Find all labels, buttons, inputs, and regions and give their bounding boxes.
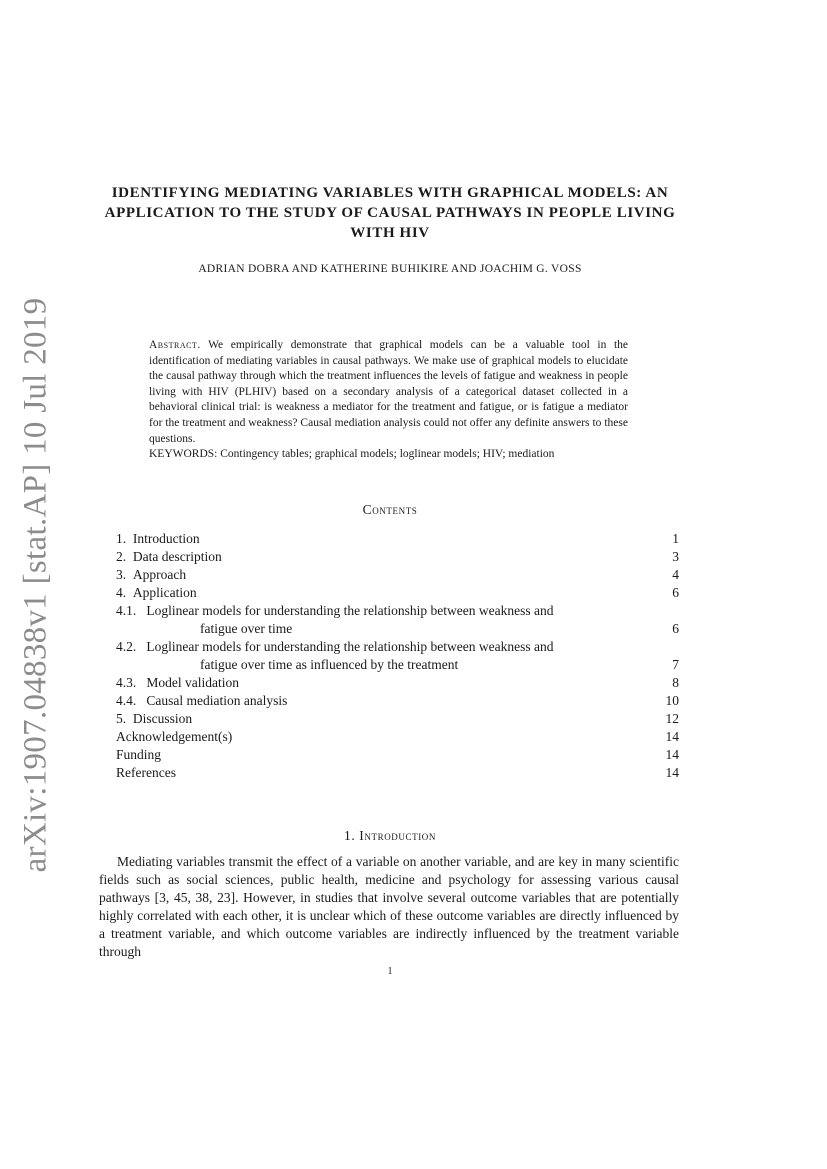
toc-entry-title: Acknowledgement(s) — [116, 729, 233, 744]
toc-entry-number: 4.4. — [116, 693, 137, 708]
toc-entry[interactable] — [116, 710, 679, 728]
toc-entry-number: 2. — [116, 549, 127, 564]
toc-entry[interactable] — [116, 548, 679, 566]
paper-authors: ADRIAN DOBRA AND KATHERINE BUHIKIRE AND JOACHIM G. VOSS — [198, 263, 582, 275]
toc-entry-page: 7 — [672, 657, 679, 672]
table-of-contents — [116, 530, 679, 782]
toc-entry-number: 1. — [116, 531, 127, 546]
toc-entry-title: Introduction — [132, 531, 200, 546]
toc-entry-page: 6 — [672, 585, 679, 600]
toc-entry-title: Loglinear models for understanding the relationship between weakness and — [146, 603, 554, 618]
toc-entry-page: 14 — [665, 729, 679, 744]
toc-entry-number: 4.2. — [116, 639, 137, 654]
toc-entry-title: Funding — [116, 747, 162, 762]
toc-entry-title: Causal mediation analysis — [146, 693, 288, 708]
toc-entry-page: 8 — [672, 675, 679, 690]
abstract — [149, 338, 628, 463]
toc-entry[interactable] — [116, 728, 679, 746]
toc-entry[interactable] — [116, 602, 679, 638]
toc-entry-number: 4. — [116, 585, 127, 600]
paper-title: IDENTIFYING MEDIATING VARIABLES WITH GRAPHICAL MODELS: AN APPLICATION TO THE STUDY OF CAUSAL PATHWAYS IN PEOPLE LIVING WITH HIV — [104, 185, 676, 241]
toc-entry-title: References — [116, 765, 176, 780]
toc-entry[interactable] — [116, 530, 679, 548]
toc-entry-page: 14 — [665, 765, 679, 780]
toc-entry[interactable] — [116, 746, 679, 764]
toc-entry-number: 5. — [116, 711, 127, 726]
toc-entry-page: 3 — [672, 549, 679, 564]
toc-entry-title: Application — [132, 585, 197, 600]
body-paragraph: Mediating variables transmit the effect of a variable on another variable, and are key in many scientific fields such as social sciences, public health, medicine and psychology for assessing various causal pathways [3, 45, 38, 23]. However, in studies that involve several outcome variables that are potentially highly correlated with each other, it is unclear which of these outcome variables are directly influenced by a treatment variable, and which outcome variables are indirectly influenced by the treatment variable through — [99, 854, 679, 959]
contents-heading: Contents — [362, 502, 418, 517]
abstract-label: Abstract. — [149, 339, 201, 351]
arxiv-identifier: arXiv:1907.04838v1 [stat.AP] 10 Jul 2019 — [17, 297, 54, 873]
toc-entry-title: Data description — [132, 549, 222, 564]
toc-entry-title: Discussion — [132, 711, 193, 726]
toc-entry-continuation: fatigue over time as influenced by the treatment — [200, 657, 459, 672]
toc-entry[interactable] — [116, 566, 679, 584]
section-heading: 1. Introduction — [344, 828, 436, 843]
page-number: 1 — [387, 966, 393, 977]
toc-entry-page: 10 — [665, 693, 679, 708]
toc-entry[interactable] — [116, 692, 679, 710]
abstract-text: We empirically demonstrate that graphical models can be a valuable tool in the identification of mediating variables in causal pathways. We make use of graphical models to elucidate the causal pathway through which the treatment influences the levels of fatigue and weakness in people living with HIV (PLHIV) based on a secondary analysis of a categorical dataset collected in a behavioral clinical trial: is weakness a mediator for the treatment and fatigue, or is fatigue a mediator for the treatment and weakness? Causal mediation analysis could not offer any definite answers to these questions. — [149, 339, 629, 445]
toc-entry-number: 4.3. — [116, 675, 137, 690]
toc-entry-page: 14 — [665, 747, 679, 762]
toc-entry-page: 6 — [672, 621, 679, 636]
toc-entry[interactable] — [116, 584, 679, 602]
toc-entry-page: 1 — [672, 531, 679, 546]
toc-entry[interactable] — [116, 674, 679, 692]
keywords: KEYWORDS: Contingency tables; graphical models; loglinear models; HIV; mediation — [149, 448, 555, 461]
toc-entry[interactable] — [116, 638, 679, 674]
toc-entry-number: 4.1. — [116, 603, 137, 618]
toc-entry-continuation: fatigue over time — [200, 621, 293, 636]
toc-entry-title: Model validation — [146, 675, 239, 690]
toc-entry-page: 4 — [672, 567, 679, 582]
toc-entry-page: 12 — [665, 711, 679, 726]
toc-entry[interactable] — [116, 764, 679, 782]
toc-entry-title: Approach — [132, 567, 187, 582]
toc-entry-title: Loglinear models for understanding the relationship between weakness and — [146, 639, 554, 654]
abstract-paragraph — [149, 338, 628, 447]
toc-entry-number: 3. — [116, 567, 127, 582]
